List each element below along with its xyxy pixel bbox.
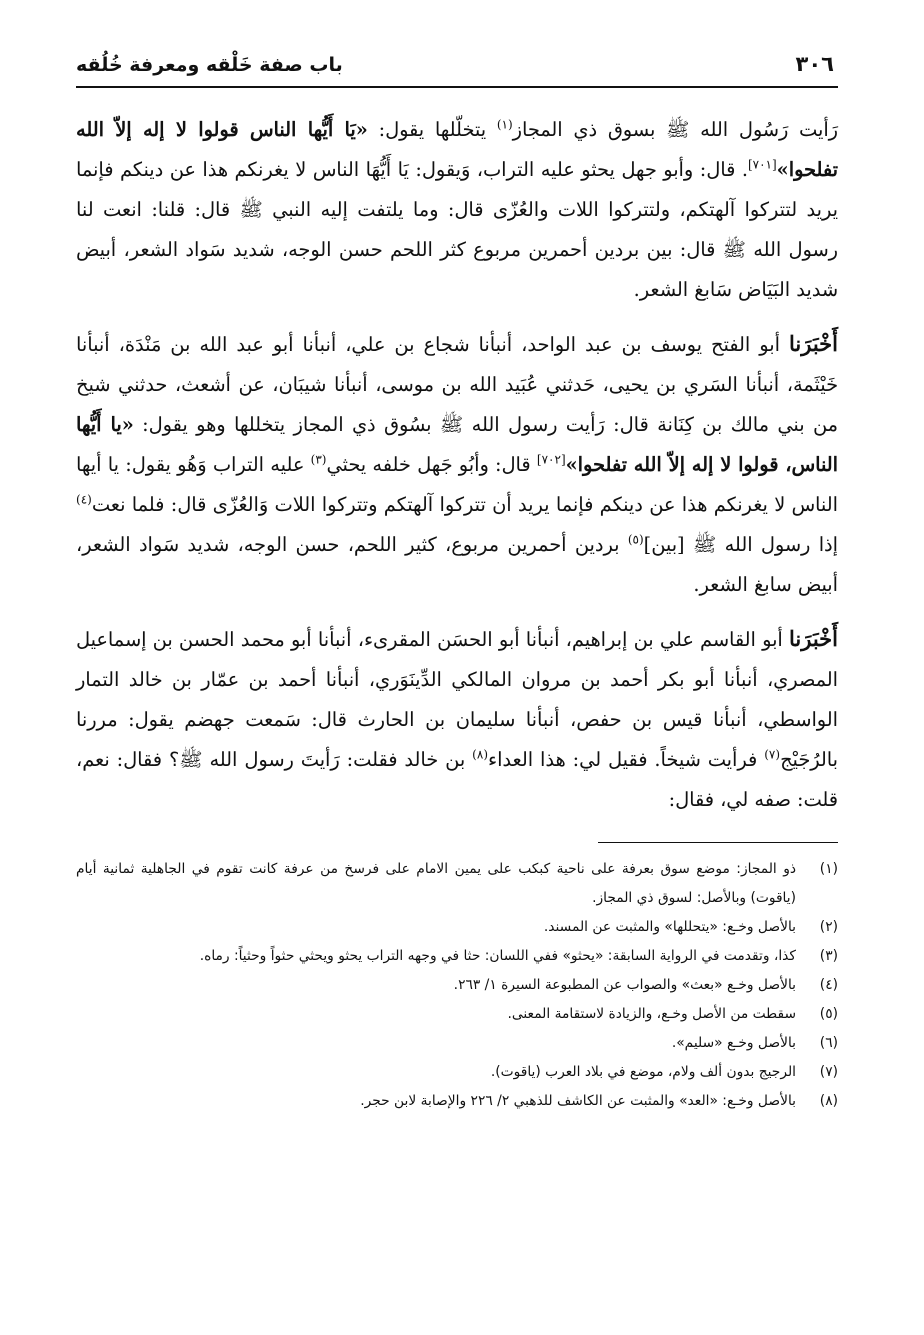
text-run: قال: وأبُو جَهل خلفه يحثي (326, 453, 537, 476)
lead-word: أَخْبَرَنا (789, 626, 838, 651)
text-run: رَأيت رَسُول الله ﷺ بسوق ذي المجاز (512, 118, 838, 141)
paragraph (76, 619, 838, 820)
text-run: فرأيت شيخاً. فقيل لي: هذا العداء (488, 748, 765, 771)
footnote (76, 1029, 838, 1058)
footnote-divider (598, 842, 838, 843)
footnote-ref: (١) (496, 117, 513, 132)
footnote-text: ذو المجاز: موضع سوق بعرفة على ناحية كبكب على يمين الامام على فرسخ من عرفة كانت تقوم في الجاهلية ثمانية أيام (ياقوت) وبالأصل: لسوق ذي المجاز. (76, 861, 796, 906)
text-run: أبو الفتح يوسف بن عبد الواحد، أنبأنا شجاع بن علي، أنبأنا أبو عبد الله بن مَنْدَة، أنبأنا خَيْثَمة، أنبأنا السَري بن يحيى، حَدثني عُبَيد الله بن موسى، أنبأنا شيبَان، عن أشعث، حدثني شيخ من بني مالك بن كِنَانة قال: رَأيت رسول الله ﷺ بسُوق ذي المجاز يتخللها وهو يقول: (76, 333, 838, 436)
book-page (76, 40, 838, 1320)
footnote-ref: [٧٠٢] (536, 452, 566, 467)
footnote (76, 1087, 838, 1116)
footnote-number: (٣) (819, 948, 838, 964)
footnote-ref: [٧٠١] (747, 157, 777, 172)
footnote (76, 942, 838, 971)
footnote-text: بالأصل وخـع «بعث» والصواب عن المطبوعة السيرة ١/ ٢٦٣. (453, 977, 796, 993)
paragraph (76, 110, 838, 310)
paragraph (76, 324, 838, 605)
text-run: يتخلّلها يقول: (367, 118, 497, 141)
text-run: بردين أحمرين مربوع، كثير اللحم، حسن الوجه، شديد سَواد الشعر، أبيض سابغ الشعر. (76, 533, 838, 596)
lead-word: أَخْبَرَنا (789, 331, 838, 356)
footnote-ref: (٧) (764, 747, 781, 762)
main-text (76, 110, 838, 820)
footnote-text: كذا، وتقدمت في الرواية السابقة: «يحثو» ففي اللسان: حثا في وجهه التراب يحثو ويحثي حثواً وحثياً: رماه. (199, 948, 796, 964)
footnote-number: (٥) (819, 1006, 838, 1022)
running-title: باب صفة خَلْقه ومعرفة خُلُقه (76, 54, 343, 76)
footnote-text: بالأصل وخـع «سليم». (671, 1035, 796, 1051)
footnote-ref: (٥) (627, 532, 644, 547)
text-run: أبو القاسم علي بن إبراهيم، أنبأنا أبو الحسَن المقرىء، أنبأنا أبو محمد الحسن بن إسماعيل المصري، أنبأنا أبو بكر أحمد بن مروان المالكي الدِّينَوَري، أنبأنا أحمد بن عمّار بن خالد التمار الواسطي، أنبأنا قيس بن حفص، أنبأنا سليمان بن الحارث قال: سَمعت جهضم يقول: مررنا بالرُجَيْج (76, 628, 839, 771)
text-run: عليه التراب وَهُو يقول: يا أيها الناس لا يغرنكم هذا عن دينكم فإنما يريد أن تتركوا آلهتكم وتتركوا اللات وَالعُزّى قال: فلما نعت (76, 453, 838, 516)
footnote-number: (٨) (819, 1093, 838, 1109)
footnote-number: (١) (819, 861, 838, 877)
footnote (76, 1058, 838, 1087)
text-run: بن خالد فقلت: رَأيتَ رسول الله ﷺ؟ فقال: نعم، قلت: صفه لي، فقال: (76, 748, 838, 811)
footnote (76, 971, 838, 1000)
text-run: إذا رسول الله ﷺ [بين] (643, 533, 839, 556)
footnote (76, 1000, 838, 1029)
hadith-quote: «يَا أَيُّها الناس قولوا لا إله إلاّ الله تفلحوا» (76, 118, 838, 181)
footnote-ref: (٣) (310, 452, 327, 467)
footnote (76, 855, 838, 913)
hadith-quote: «يا أَيُّها الناس، قولوا لا إله إلاّ الله تفلحوا» (76, 413, 838, 476)
footnote-number: (٧) (819, 1064, 838, 1080)
footnote (76, 913, 838, 942)
footnote-number: (٦) (819, 1035, 838, 1051)
footnote-ref: (٤) (76, 492, 92, 507)
footnote-text: الرجيج بدون ألف ولام، موضع في بلاد العرب (ياقوت). (490, 1064, 796, 1080)
footnote-text: بالأصل وخـع: «العد» والمثبت عن الكاشف للذهبي ٢/ ٢٢٦ والإصابة لابن حجر. (360, 1093, 796, 1109)
footnote-text: سقطت من الأصل وخـع، والزيادة لاستقامة المعنى. (507, 1006, 796, 1022)
footnote-text: بالأصل وخـع: «يتحللها» والمثبت عن المسند. (543, 919, 796, 935)
footnote-number: (٢) (819, 919, 838, 935)
page-number: ٣٠٦ (795, 52, 834, 76)
footnote-ref: (٨) (472, 747, 488, 762)
footnote-number: (٤) (819, 977, 838, 993)
page-header (76, 40, 838, 88)
text-run: . قال: وأبو جهل يحثو عليه التراب، وَيقول: يَا أَيُّهَا الناس لا يغرنكم هذا عن دينكم فإنما يريد لتتركوا آلهتكم، ولتتركوا اللات والعُزّى قال: وما يلتفت إليه النبي ﷺ قال: قلنا: انعت لنا رسول الله ﷺ قال: بين بردين أحمرين مربوع كثر اللحم حسن الوجه، شديد سَواد الشعر، أبيض شديد البَيَاض سَابغ الشعر. (76, 158, 838, 301)
footnotes (76, 855, 838, 1116)
